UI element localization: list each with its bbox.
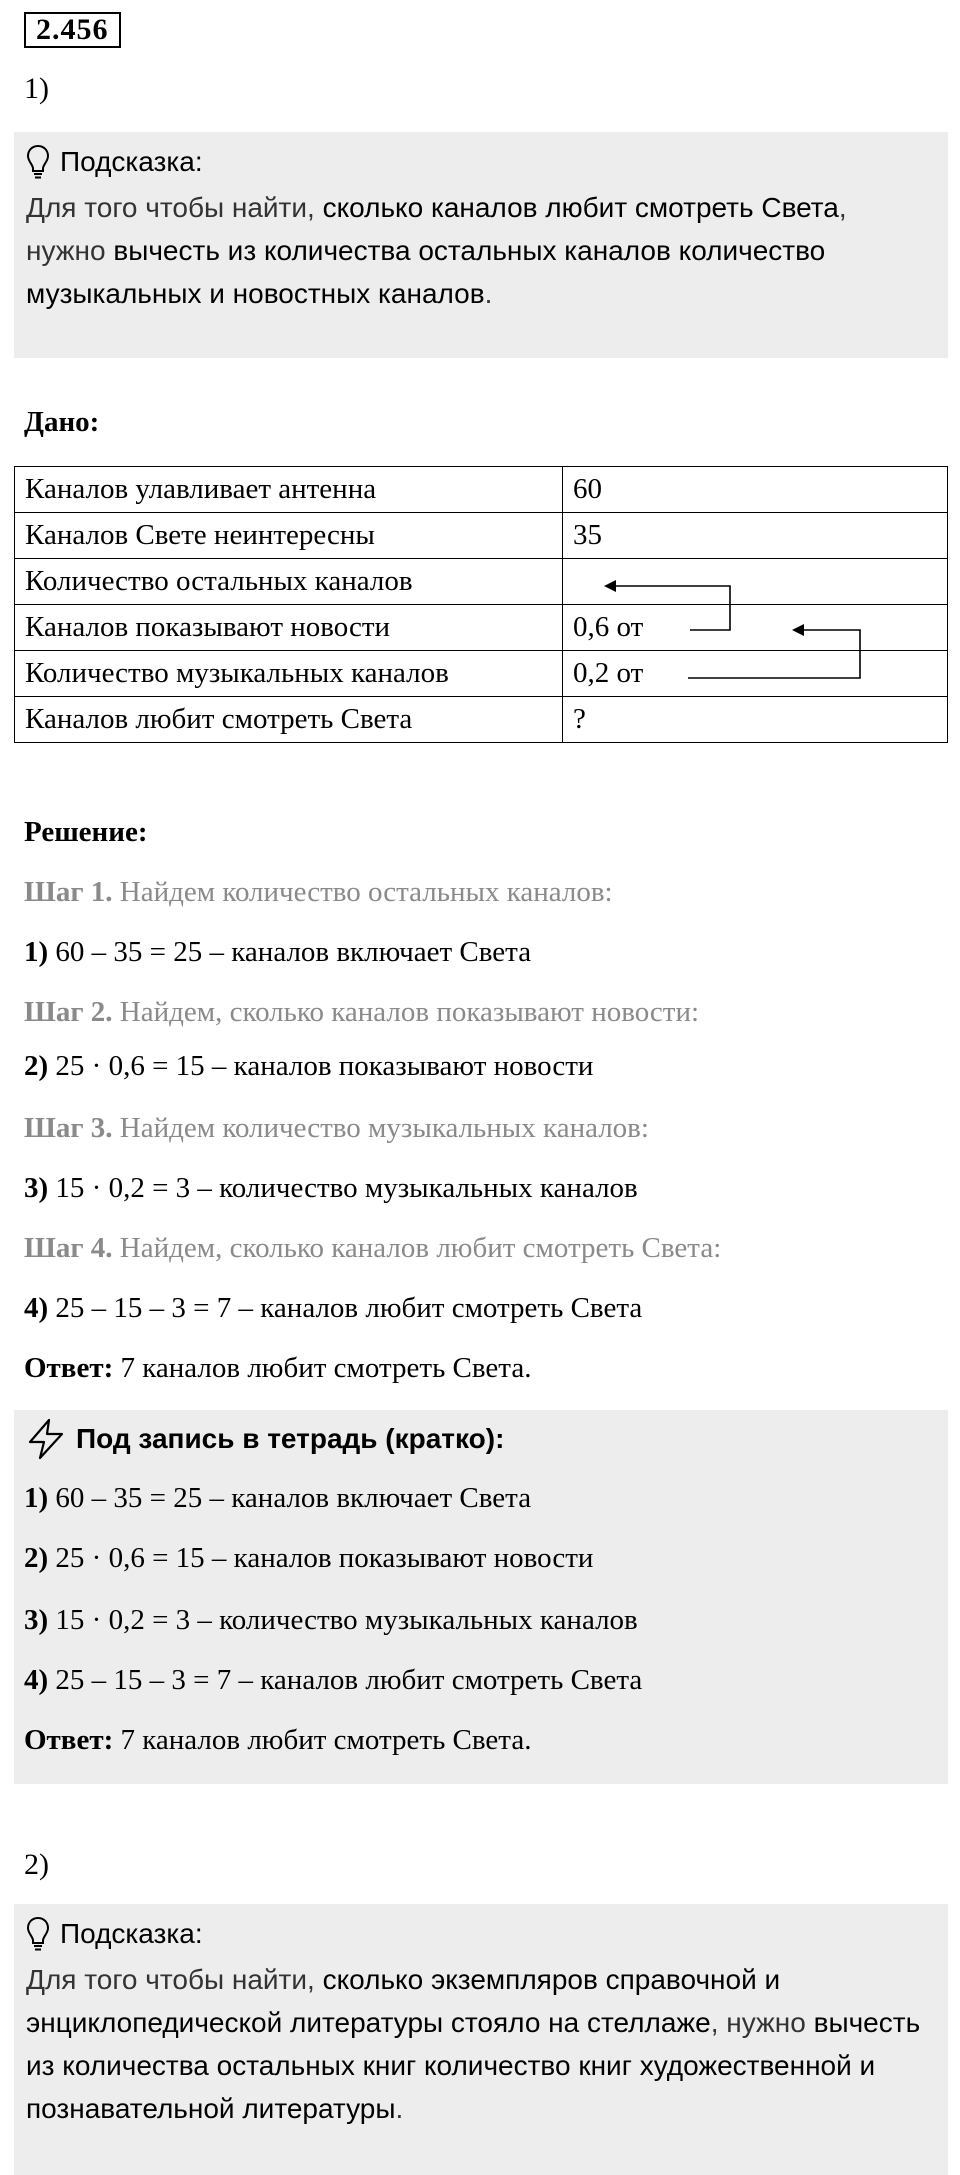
- lightbulb-icon: [26, 1916, 50, 1952]
- notebook-line: 1) 60 – 35 = 25 – каналов включает Света: [24, 1482, 532, 1514]
- part-2-label: 2): [24, 1848, 49, 1881]
- notebook-line: 2) 25 · 0,6 = 15 – каналов показывают новости: [24, 1542, 594, 1574]
- arrow-news-to-rest: [612, 586, 730, 630]
- step-2: Шаг 2. Найдем, сколько каналов показывают новости:: [24, 996, 700, 1028]
- solution-heading: Решение:: [24, 816, 148, 848]
- hint-title-text: Подсказка:: [60, 146, 203, 177]
- given-label: Количество остальных каналов: [15, 559, 563, 605]
- given-value: ?: [563, 697, 948, 743]
- arrow-head: [604, 580, 616, 592]
- step-3-expr: 3) 15 · 0,2 = 3 – количество музыкальных каналов: [24, 1172, 638, 1204]
- hint-title-2: [26, 1916, 203, 1952]
- arrow-head: [792, 624, 804, 636]
- hint-text-1: Для того чтобы найти, сколько каналов любит смотреть Света, нужно вычесть из количества остальных каналов количество музыкальных и новостных каналов.: [26, 192, 847, 309]
- given-label: Каналов улавливает антенна: [15, 467, 563, 513]
- notebook-title-text: Под запись в тетрадь (кратко):: [76, 1423, 505, 1454]
- given-heading: Дано:: [24, 406, 100, 438]
- hint-title-text: Подсказка:: [60, 1918, 203, 1949]
- given-value: 0,2 от: [563, 651, 948, 697]
- step-4-expr: 4) 25 – 15 – 3 = 7 – каналов любит смотреть Света: [24, 1292, 643, 1324]
- step-1-expr: 1) 60 – 35 = 25 – каналов включает Света: [24, 936, 532, 968]
- hint-box-2: [14, 1904, 948, 2175]
- given-label: Каналов Свете неинтересны: [15, 513, 563, 559]
- step-2-expr: 2) 25 · 0,6 = 15 – каналов показывают новости: [24, 1050, 594, 1082]
- notebook-line: 4) 25 – 15 – 3 = 7 – каналов любит смотреть Света: [24, 1664, 643, 1696]
- reference-arrows: [0, 0, 960, 760]
- given-value: 60: [563, 467, 948, 513]
- task-number: 2.456: [24, 12, 121, 48]
- given-value: 35: [563, 513, 948, 559]
- lightning-icon: [26, 1418, 66, 1460]
- step-3: Шаг 3. Найдем количество музыкальных каналов:: [24, 1112, 649, 1144]
- notebook-box: [14, 1410, 948, 1784]
- part-1-label: 1): [24, 72, 49, 105]
- hint-text-2: Для того чтобы найти, сколько экземпляров справочной и энциклопедической литературы стояло на стеллаже, нужно вычесть из количества остальных книг количество книг художественной и познавательной литературы.: [26, 1964, 921, 2124]
- step-4: Шаг 4. Найдем, сколько каналов любит смотреть Света:: [24, 1232, 722, 1264]
- given-value: 0,6 от: [563, 605, 948, 651]
- notebook-title: [26, 1418, 504, 1460]
- notebook-answer: Ответ: 7 каналов любит смотреть Света.: [24, 1724, 532, 1756]
- answer: Ответ: 7 каналов любит смотреть Света.: [24, 1352, 532, 1384]
- given-label: Количество музыкальных каналов: [15, 651, 563, 697]
- notebook-line: 3) 15 · 0,2 = 3 – количество музыкальных каналов: [24, 1604, 638, 1636]
- given-label: Каналов любит смотреть Света: [15, 697, 563, 743]
- step-1: Шаг 1. Найдем количество остальных каналов:: [24, 876, 613, 908]
- arrow-music-to-news: [688, 630, 860, 678]
- given-label: Каналов показывают новости: [15, 605, 563, 651]
